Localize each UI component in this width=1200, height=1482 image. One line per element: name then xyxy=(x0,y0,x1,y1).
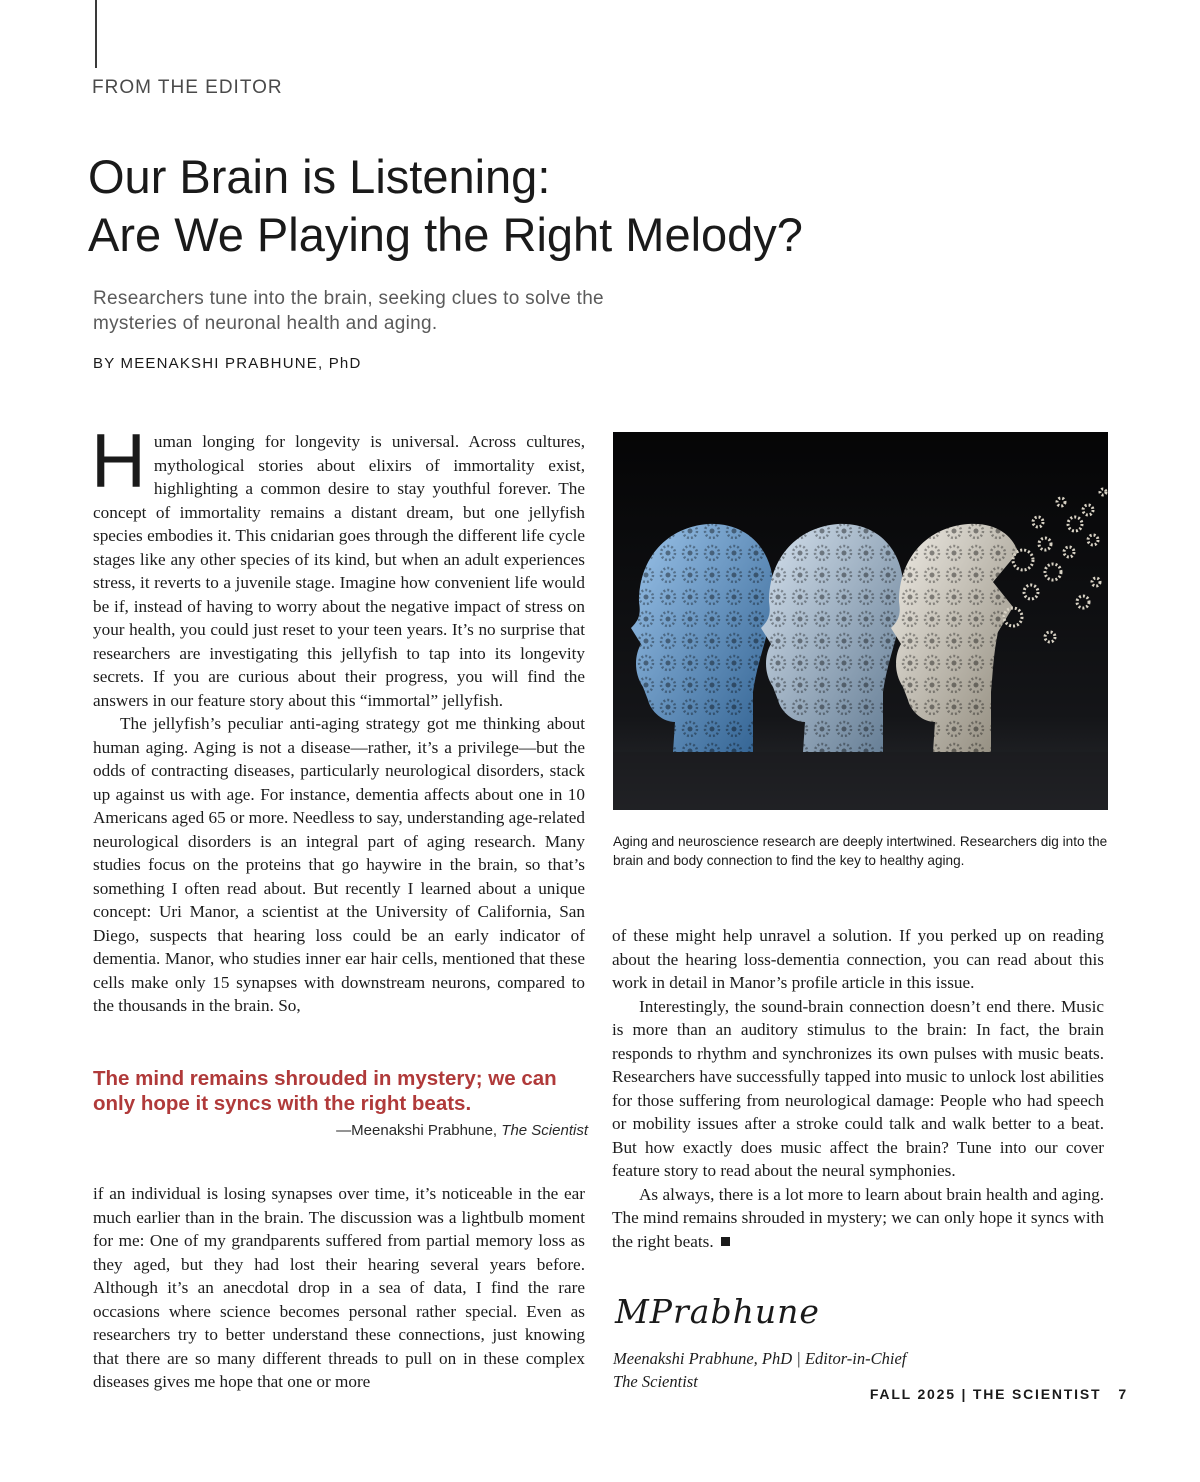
section-label: FROM THE EDITOR xyxy=(92,77,283,98)
pull-quote-publication: The Scientist xyxy=(501,1122,588,1139)
pull-quote xyxy=(93,1066,588,1139)
body-column-right xyxy=(612,924,1104,1253)
pull-quote-attribution xyxy=(93,1122,588,1139)
body-paragraph-3: Interestingly, the sound-brain connection doesn’t end there. Music is more than an auditory stimulus to the brain: In fact, the brain responds to rhythm and synchronizes its own pulses with music beats. Researchers have successfully tapped into music to unlock lost abilities for those suffering from neurological damage: People who had speech or mobility issues after a stroke could talk and walk better to a beat. But how exactly does music affect the brain? Tune into our cover feature story to read about the neural symphonies. xyxy=(612,996,1104,1180)
signature: MPrabhune xyxy=(615,1292,820,1331)
body-paragraph-2: The jellyfish’s peculiar anti-aging strategy got me thinking about human aging. Aging is not a disease—rather, it’s a privilege—but the odds of contracting diseases, particularly neurological disorders, stack up against us with age. For instance, dementia affects about one in 10 Americans aged 65 or more. Needless to say, understanding age-related neurological disorders is an integral part of aging research. Many studies focus on the proteins that go haywire in the brain, so that’s something I often read about. But recently I learned about a unique concept: Uri Manor, a scientist at the University of California, San Diego, suspects that hearing loss could be an early indicator of dementia. Manor, who studies inner ear hair cells, mentioned that these cells make only 15 synapses with downstream neurons, compared to the thousands in the brain. So, xyxy=(93,714,585,1015)
body-paragraph-1-text: uman longing for longevity is universal. Across cultures, mythological stories about elixirs of immortality exist, highlighting a common desire to stay youthful forever. The concept of immortality remains a distant dream, but one jellyfish species embodies it. This cnidarian goes through the different life cycle stages like any other species of its kind, but when an adult experiences stress, it reverts to a juvenile stage. Imagine how convenient life would be if, instead of having to worry about the negative impact of stress on your health, you could just reset to your teen years. It’s no surprise that researchers are investigating this jellyfish to tap into its longevity secrets. If you are curious about their progress, you will find the answers in our feature story about this “immortal” jellyfish. xyxy=(93,432,585,710)
figure-image-gear-heads xyxy=(613,432,1108,810)
end-mark xyxy=(721,1237,730,1246)
pull-quote-author: —Meenakshi Prabhune, xyxy=(336,1122,502,1139)
signoff xyxy=(613,1347,906,1393)
folio-issue: FALL 2025 | THE SCIENTIST xyxy=(869,1386,1102,1402)
dek: Researchers tune into the brain, seeking clues to solve the mysteries of neuronal health and aging. xyxy=(93,288,604,334)
headline-line-2: Are We Playing the Right Melody? xyxy=(88,208,803,261)
body-paragraph-2-continued: if an individual is losing synapses over time, it’s noticeable in the ear much earlier than in the brain. The discussion was a lightbulb moment for me: One of my grandparents suffered from partial memory loss as they aged, but they had lost their hearing several years before. Although it’s an anecdotal drop in a sea of data, I find the rare occasions where science becomes personal rather special. Even as researchers try to better understand these connections, just knowing that there are so many different threads to pull on in these complex diseases gives me hope that one or more xyxy=(93,1184,585,1391)
figure-caption: Aging and neuroscience research are deeply intertwined. Researchers dig into the brain and body connection to find the key to healthy aging. xyxy=(613,834,1108,868)
body-paragraph-4 xyxy=(612,1183,1104,1254)
folio xyxy=(870,1386,1128,1402)
signoff-publication: The Scientist xyxy=(613,1372,698,1391)
body-paragraph-2-end: of these might help unravel a solution. If you perked up on reading about the hearing loss-dementia connection, you can read about this work in detail in Manor’s profile article in this issue. xyxy=(612,926,1104,992)
body-column-left-top xyxy=(91,419,585,1018)
top-rule xyxy=(95,0,97,68)
body-paragraph-1 xyxy=(91,419,585,712)
page-number: 7 xyxy=(1118,1386,1128,1402)
byline: BY MEENAKSHI PRABHUNE, PhD xyxy=(93,355,362,372)
body-paragraph-4-text: As always, there is a lot more to learn about brain health and aging. The mind remains shrouded in mystery; we can only hope it syncs with the right beats. xyxy=(612,1184,1104,1251)
signoff-name-title: Meenakshi Prabhune, PhD | Editor-in-Chief xyxy=(613,1349,907,1368)
body-column-left-bottom xyxy=(93,1182,585,1394)
drop-cap: H xyxy=(91,419,146,504)
pull-quote-text: The mind remains shrouded in mystery; we can only hope it syncs with the right beats. xyxy=(93,1067,557,1115)
headline xyxy=(88,148,1088,264)
headline-line-1: Our Brain is Listening: xyxy=(88,150,551,203)
